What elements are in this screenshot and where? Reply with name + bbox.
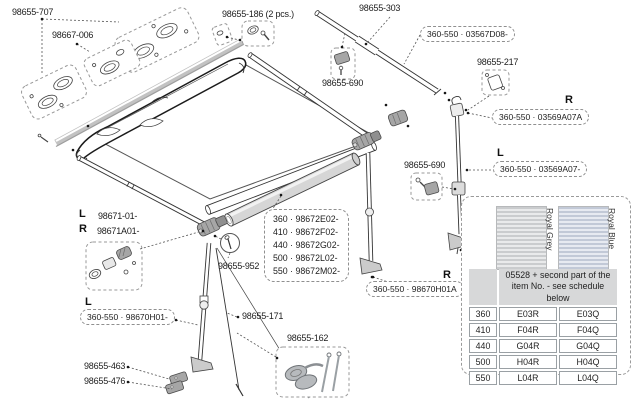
part-label-98655-476: 98655-476 [84, 376, 126, 386]
table-row [469, 323, 617, 337]
screw-callout-circle [221, 234, 240, 253]
wall-bracket-box [482, 70, 509, 95]
right-side-mark-leg: R [443, 269, 451, 281]
part-label-98655-690-right: 98655-690 [404, 160, 446, 170]
grey-code-cell: L04R [499, 371, 557, 385]
part-label-98655-171: 98655-171 [242, 311, 284, 321]
table-row [469, 371, 617, 385]
roller-size-row: 410 · 98672F02- [273, 227, 339, 237]
size-cell: 440 [469, 339, 497, 353]
grey-code-cell: H04R [499, 355, 557, 369]
rafter-knob-box-top [331, 48, 355, 79]
size-cell: 550 [469, 371, 497, 385]
tie-down-kit-box [276, 347, 349, 397]
fabric-schedule-table [467, 267, 619, 387]
bracket-kit-box-c [19, 63, 89, 122]
part-label-98655-463: 98655-463 [84, 361, 126, 371]
table-row [469, 307, 617, 321]
right-side-mark-98671: R [79, 223, 87, 235]
rafter-knob-box-right [411, 173, 442, 200]
callout-03569A07A: 360-550 · 03569A07A [492, 109, 589, 125]
right-support-leg [360, 153, 382, 274]
callout-98670H01A: 360-550 · 98670H01A [366, 281, 464, 297]
part-label-98655-186: 98655-186 (2 pcs.) [222, 9, 294, 19]
part-label-98655-690-top: 98655-690 [322, 78, 364, 88]
rail-screw-part [38, 134, 48, 142]
blue-code-cell: E03Q [559, 307, 617, 321]
part-label-98667-006: 98667-006 [52, 30, 94, 40]
callout-98670H01: 360-550 · 98670H01- [80, 309, 175, 325]
blue-code-cell: F04Q [559, 323, 617, 337]
left-side-mark-arm: L [497, 147, 504, 159]
royal-grey-label: Royal Grey [545, 208, 555, 251]
rafter-clamp-part [387, 109, 408, 126]
left-side-mark-98671: L [79, 208, 86, 220]
part-label-98671A01: 98671A01- [97, 226, 140, 236]
roller-size-row: 550 · 98672M02- [273, 266, 340, 276]
roller-size-row: 500 · 98672L02- [273, 253, 338, 263]
schedule-corner-cell [469, 269, 497, 305]
schedule-header: 05528 + second part of the item No. - see schedule below [499, 269, 617, 305]
royal-grey-swatch [496, 206, 547, 270]
callout-03567D08: 360-550 · 03567D08- [420, 26, 515, 42]
part-label-98655-303: 98655-303 [359, 3, 401, 13]
end-cap-kit-box [86, 242, 142, 290]
bracket-kit-box-b [82, 38, 142, 88]
blue-code-cell: L04Q [559, 371, 617, 385]
blue-code-cell: H04Q [559, 355, 617, 369]
right-side-mark-arm: R [565, 94, 573, 106]
grey-code-cell: F04R [499, 323, 557, 337]
size-cell: 360 [469, 307, 497, 321]
grey-code-cell: G04R [499, 339, 557, 353]
table-row [469, 355, 617, 369]
roller-size-row: 360 · 98672E02- [273, 214, 339, 224]
part-label-98655-162: 98655-162 [287, 333, 329, 343]
size-cell: 500 [469, 355, 497, 369]
royal-blue-label: Royal Blue [607, 208, 617, 250]
roller-size-row: 440 · 98672G02- [273, 240, 340, 250]
ground-bracket-parts [165, 371, 188, 394]
size-cell: 410 [469, 323, 497, 337]
blue-code-cell: G04Q [559, 339, 617, 353]
royal-blue-swatch [558, 206, 609, 270]
part-label-98655-952: 98655-952 [218, 261, 260, 271]
part-label-98655-217: 98655-217 [477, 57, 519, 67]
part-label-98655-707: 98655-707 [12, 7, 54, 17]
left-side-mark-leg: L [85, 296, 92, 308]
left-elbow-joint [196, 213, 229, 237]
clip-kit-boxes [211, 21, 274, 46]
table-row [469, 339, 617, 353]
callout-roller-tube-sizes [264, 209, 349, 282]
part-label-98671-01: 98671-01- [98, 211, 138, 221]
callout-03569A07: 360-550 · 03569A07- [493, 161, 587, 177]
grey-code-cell: E03R [499, 307, 557, 321]
fabric-options-panel [461, 196, 631, 384]
